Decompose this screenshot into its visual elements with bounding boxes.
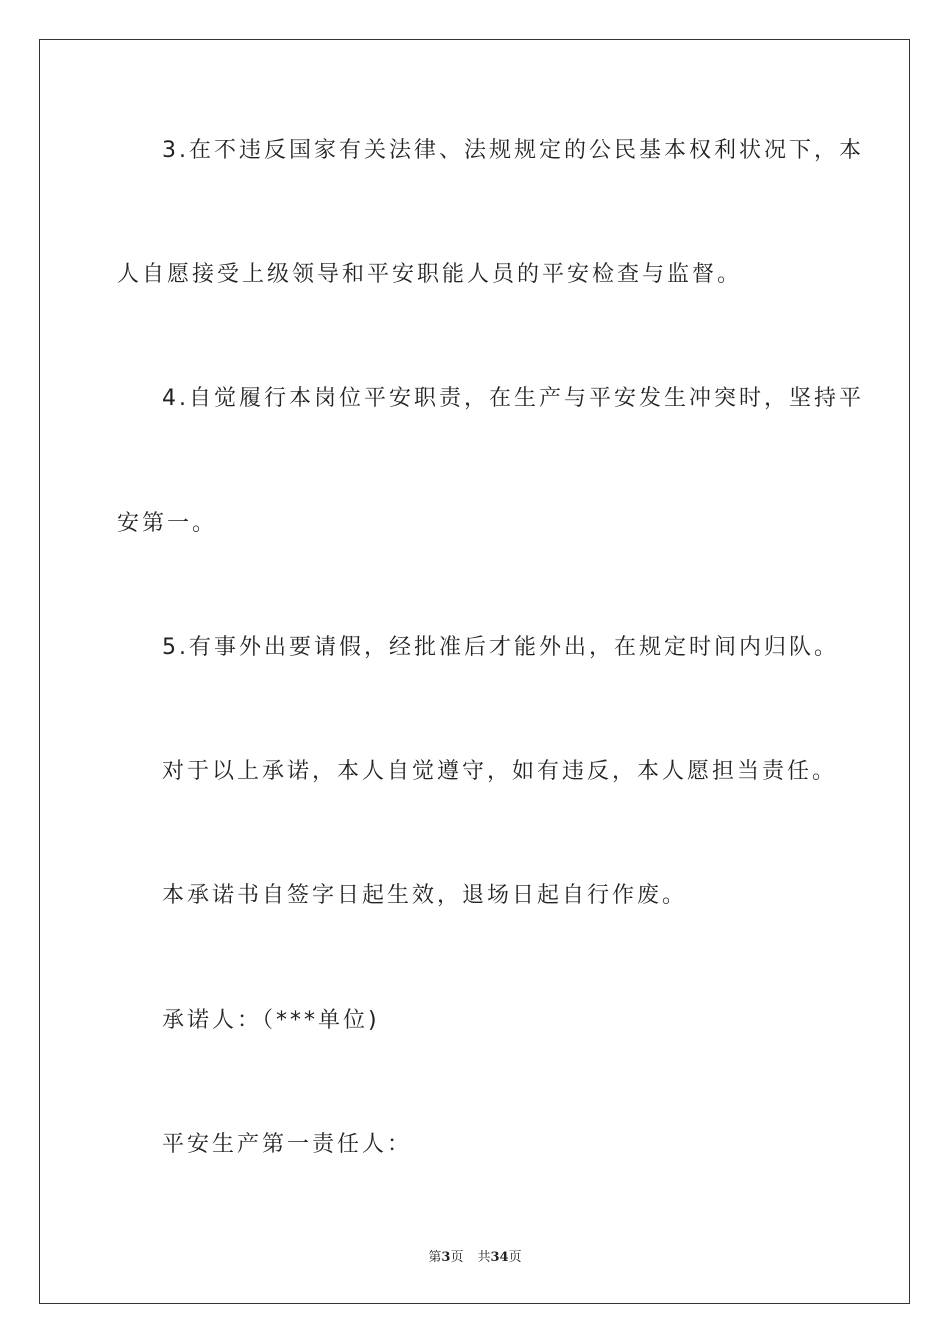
- paragraph-4-line-2: 安第一。: [117, 511, 218, 536]
- validity-statement: 本承诺书自签字日起生效，退场日起自行作废。: [162, 883, 688, 908]
- page-suffix: 页: [450, 1250, 464, 1265]
- commitment-statement: 对于以上承诺，本人自觉遵守，如有违反，本人愿担当责任。: [162, 759, 838, 784]
- paragraph-5: 5.有事外出要请假，经批准后才能外出，在规定时间内归队。: [162, 635, 839, 660]
- paragraph-3-line-2: 人自愿接受上级领导和平安职能人员的平安检查与监督。: [117, 262, 743, 287]
- total-prefix: 共: [477, 1250, 491, 1265]
- page-frame: [39, 39, 910, 1304]
- total-suffix: 页: [508, 1250, 522, 1265]
- promisor-line: 承诺人：（***单位): [162, 1008, 380, 1033]
- page-number: 3: [441, 1250, 451, 1265]
- paragraph-3-line-1: 3.在不违反国家有关法律、法规规定的公民基本权利状况下，本: [162, 138, 864, 163]
- paragraph-4-line-1: 4.自觉履行本岗位平安职责，在生产与平安发生冲突时，坚持平: [162, 386, 864, 411]
- page-prefix: 第: [428, 1250, 442, 1265]
- responsible-person-line: 平安生产第一责任人：: [162, 1132, 413, 1157]
- total-pages: 34: [490, 1250, 509, 1265]
- page-footer: [0, 1246, 950, 1265]
